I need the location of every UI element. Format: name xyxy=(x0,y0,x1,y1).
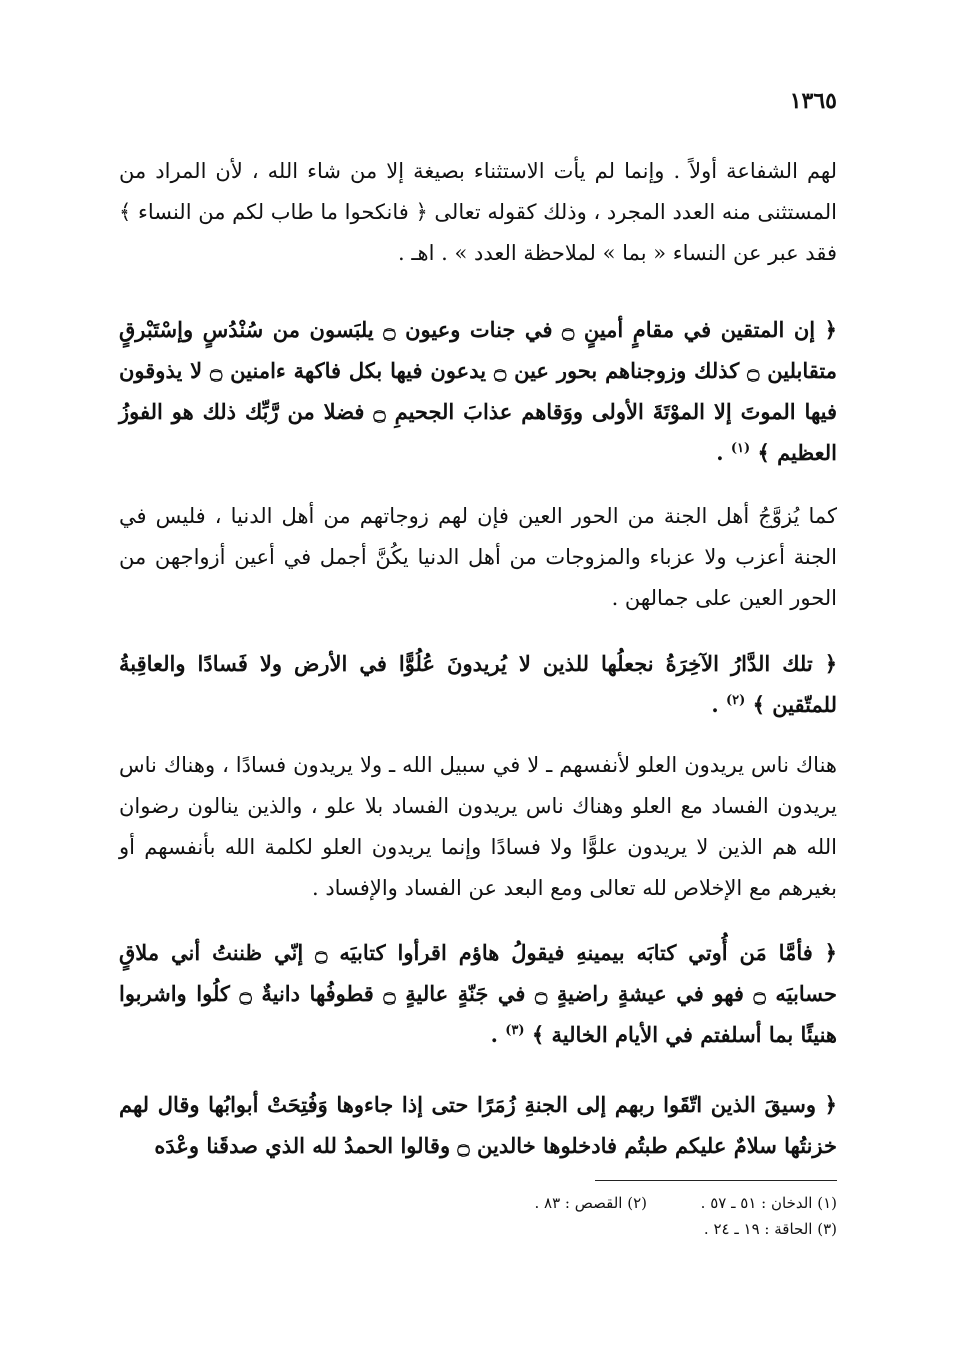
verse-text: ﴿ إن المتقين في مقامٍ أمينٍ ۝ في جنات وعيون ۝ يلبَسون من سُنْدُسٍ وإسْتَبْرقٍ متقابلين ۝ كذلك وزوجناهم بحور عين ۝ يدعون فيها بكل فاكهة ءامنين ۝ لا يذوقون فيها الموتَ إلا الموْتَةَ الأولى ووَقاهم عذابَ الجحيمِ ۝ فضلا من رَّبِّك ذلك هو الفوزُ العظيم ﴾ $^{(١)}$ . xyxy=(119,317,838,465)
quran-verse-4 xyxy=(119,1084,837,1166)
paragraph-text: هناك ناس يريدون العلو لأنفسهم ـ لا في سبيل الله ـ ولا يريدون فسادًا ، وهناك ناس يريدون الفساد مع العلو وهناك ناس يريدون الفساد بلا علو ، والذين ينالون رضوان الله هم الذين لا يريدون علوًّا ولا فسادًا وإنما يريدون العلو لكلمة الله بأنفسهم أو بغيرهم مع الإخلاص لله تعالى ومع البعد عن الفساد والإفساد . xyxy=(119,753,837,900)
paragraph-3 xyxy=(119,745,837,909)
quran-verse-2 xyxy=(119,643,837,725)
verse-body: ﴿ فأمَّا مَن أُوتي كتابَه بيمينهِ فيقولُ هاؤم اقرأوا كتابيَه ۝ إنّي ظننتُ أني ملاقٍ حسابيَه ۝ فهو في عيشةٍ راضيةٍ ۝ في جَنّةٍ عاليةٍ ۝ قطوفُها دانيةٌ ۝ كلُوا واشربوا هنيئًا بما أسلفتم في الأيام الخالية ﴾ xyxy=(119,940,837,1047)
footnote-ref-2: (٢) xyxy=(726,693,746,708)
paragraph-text: كما يُزوَّجُ أهل الجنة من الحور العين فإن لهم زوجاتهم من أهل الدنيا ، فليس في الجنة أعزب ولا عزباء والمزوجات من أهل الدنيا يكُنَّ أجمل في أعين أزواجهن من الحور العين على جمالهن . xyxy=(119,504,837,610)
footnote-2: (٢) القصص : ٨٣ . xyxy=(534,1194,647,1212)
footnotes xyxy=(317,1190,837,1242)
verse-text: ﴿ وسيقَ الذين اتّقَوا ربهم إلى الجنةِ زُمَرًا حتى إذا جاءوها وَفُتِحَتْ أبوابُها وقال لهم خزنتُها سلامٌ عليكم طبتُم فادخلوها خالدين ۝ وقالوا الحمدُ لله الذي صدقَنا وعْدَه xyxy=(119,1092,837,1158)
quran-verse-1 xyxy=(119,309,837,473)
footnote-row xyxy=(317,1190,837,1216)
paragraph-2 xyxy=(119,496,837,619)
verse-text: ﴿ تلك الدَّارُ الآخِرَةُ نجعلُها للذين لا يُريدونَ عُلُوًّا في الأرض ولا فَسادًا والعاقِبةُ للمتّقين ﴾ $^{(٢)}$ . xyxy=(119,651,837,717)
footnote-ref-3: (٣) xyxy=(505,1023,525,1038)
footnote-ref-1: (١) xyxy=(730,441,751,456)
quran-verse-3 xyxy=(119,932,837,1055)
footnote-row xyxy=(317,1216,837,1242)
verse-body: ﴿ إن المتقين في مقامٍ أمينٍ ۝ في جنات وعيون ۝ يلبَسون من سُنْدُسٍ وإسْتَبْرقٍ متقابلين ۝ كذلك وزوجناهم بحور عين ۝ يدعون فيها بكل فاكهة ءامنين ۝ لا يذوقون فيها الموتَ إلا الموْتَةَ الأولى ووَقاهم عذابَ الجحيمِ ۝ فضلا من رَّبِّك ذلك هو الفوزُ العظيم ﴾ xyxy=(119,317,838,465)
footnote-3: (٣) الحاقة : ١٩ ـ ٢٤ . xyxy=(703,1220,837,1238)
verse-body: ﴿ تلك الدَّارُ الآخِرَةُ نجعلُها للذين لا يُريدونَ عُلُوًّا في الأرض ولا فَسادًا والعاقِبةُ للمتّقين ﴾ xyxy=(119,651,837,717)
paragraph-text: لهم الشفاعة أولاً . وإنما لم يأت الاستثناء بصيغة إلا من شاء الله ، لأن المراد من المستثنى منه العدد المجرد ، وذلك كقوله تعالى ﴿ فانكحوا ما طاب لكم من النساء ﴾ فقد عبر عن النساء « بما » لملاحظة العدد » . اهـ . xyxy=(118,159,837,265)
footnote-divider xyxy=(595,1180,837,1181)
page-number: ١٣٦٥ xyxy=(789,88,837,114)
footnote-1: (١) الدخان : ٥١ ـ ٥٧ . xyxy=(700,1194,837,1212)
paragraph-1 xyxy=(119,151,837,274)
verse-text: ﴿ فأمَّا مَن أُوتي كتابَه بيمينهِ فيقولُ هاؤم اقرأوا كتابيَه ۝ إنّي ظننتُ أني ملاقٍ حسابيَه ۝ فهو في عيشةٍ راضيةٍ ۝ في جَنّةٍ عاليةٍ ۝ قطوفُها دانيةٌ ۝ كلُوا واشربوا هنيئًا بما أسلفتم في الأيام الخالية ﴾ $^{(٣)}$ . xyxy=(119,940,837,1047)
